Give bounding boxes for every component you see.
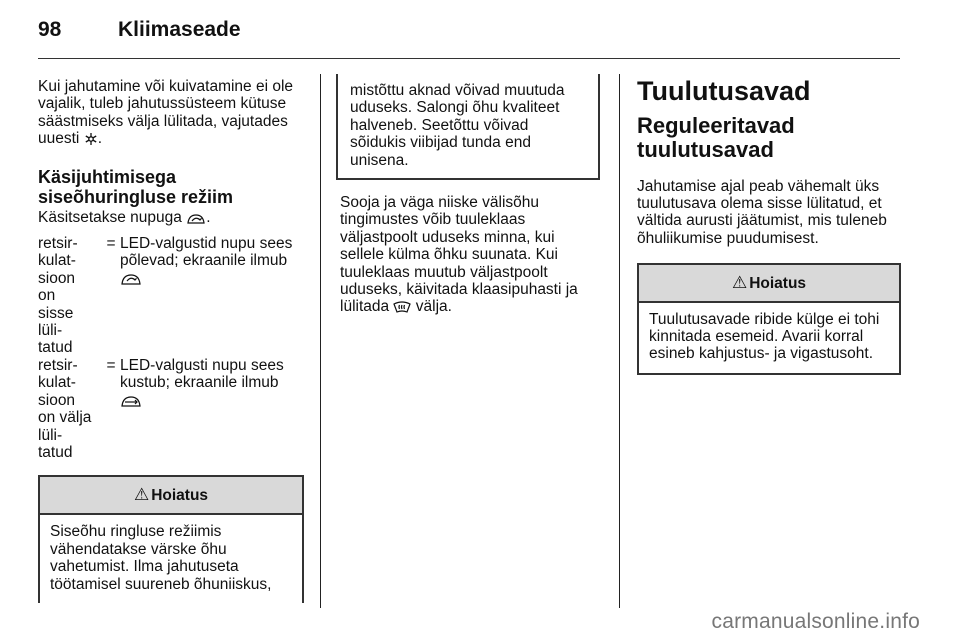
header-divider	[38, 58, 900, 59]
table-row-text: LED-valgustid nupu sees põlevad; ekraanile ilmub	[120, 235, 304, 357]
intro-paragraph: Kui jahutamine või kuivatamine ei ole vajalik, tuleb jahutussüsteem kütuse säästmiseks välja lülitada, vajutades uuesti .	[38, 78, 304, 151]
column-divider	[619, 74, 620, 608]
table-row-text: LED-valgusti nupu sees kustub; ekraanile ilmub	[120, 357, 304, 461]
windscreen-defrost-icon	[393, 300, 411, 318]
page-title: Kliimaseade	[118, 18, 241, 41]
section-title: Tuulutusavad	[637, 76, 811, 106]
column-right	[637, 76, 901, 375]
press-instruction: Käsitsetakse nupuga .	[38, 209, 304, 229]
recirculation-on-icon	[120, 272, 142, 290]
table-row-label: retsir- kulat- sioon on sisse lüli- tatud	[38, 235, 78, 357]
warning-header: ⚠ Hoiatus	[639, 265, 899, 303]
warning-body: Siseõhu ringluse režiimis vähendatakse värske õhu vahetumist. Ilma jahutuseta töötamisel suureneb õhuniiskus,	[50, 523, 272, 593]
status-table	[38, 235, 304, 461]
warning-triangle-icon: ⚠	[133, 485, 150, 505]
warning-body: Tuulutusavade ribide külge ei tohi kinnitada esemeid. Avarii korral esineb kahjustus- ja vigastusoht.	[649, 310, 880, 363]
equals-sign: =	[106, 356, 116, 374]
warning-triangle-icon: ⚠	[731, 272, 748, 292]
vents-paragraph: Jahutamise ajal peab vähemalt üks tuulutusava olema sisse lülitatud, et vältida aurusti jäätumist, mis tuleneb õhuliikumise puudumisest.	[637, 177, 887, 247]
recirculation-icon	[186, 212, 206, 229]
fog-paragraph: Sooja ja väga niiske välisõhu tingimustes võib tuuleklaas väljastpoolt uduseks minna, kui sellele külma õhku suunata. Kui tuuleklaas muutub väljastpoolt uduseks, käivitada klaasipuhasti ja lülitada välja.	[340, 194, 600, 319]
column-divider	[320, 74, 321, 608]
snowflake-icon	[84, 132, 98, 150]
table-row-label: retsir- kulat- sioon on välja lüli- tatud	[38, 356, 92, 461]
recirculation-off-icon	[120, 394, 142, 412]
column-left	[38, 78, 304, 603]
equals-sign: =	[106, 235, 116, 253]
column-middle	[336, 74, 600, 319]
page-number: 98	[38, 18, 62, 41]
section-heading: Käsijuhtimisega siseõhuringluse režiim	[38, 166, 234, 207]
subsection-title: Reguleeritavad tuulutusavad	[637, 113, 795, 162]
warning-box-continuation: mistõttu aknad võivad muutuda uduseks. Salongi õhu kvaliteet halveneb. Seetõttu võivad sõidukis viibijad tunda end unisena.	[336, 74, 600, 180]
warning-box	[637, 263, 901, 375]
watermark: carmanualsonline.info	[711, 610, 920, 633]
warning-header: ⚠ Hoiatus	[40, 477, 302, 515]
warning-box	[38, 475, 304, 603]
